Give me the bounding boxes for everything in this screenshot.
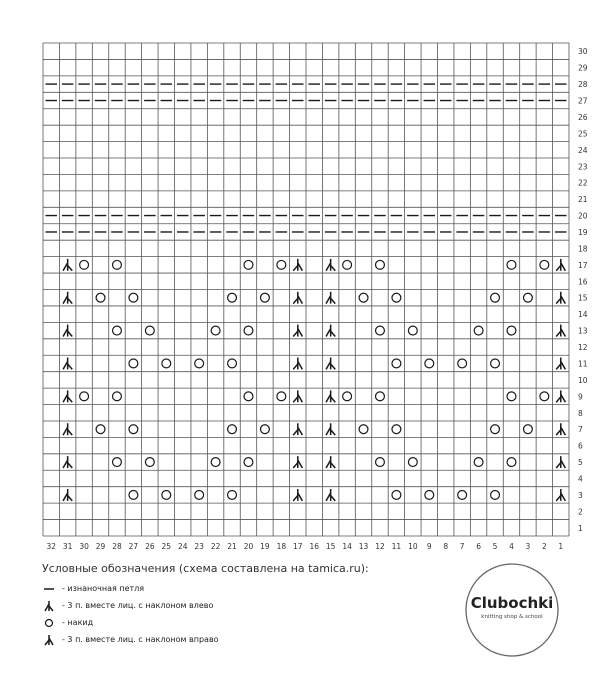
row-label: 3 xyxy=(578,490,583,500)
column-label: 11 xyxy=(391,542,402,551)
column-label: 7 xyxy=(459,542,465,551)
row-label: 20 xyxy=(578,211,588,221)
row-label: 15 xyxy=(578,293,588,303)
k3tog-left-symbol xyxy=(63,423,72,435)
yarn-over-symbol xyxy=(507,458,516,467)
row-label: 25 xyxy=(578,129,588,139)
yarn-over-symbol xyxy=(228,425,237,434)
k3tog-right-symbol xyxy=(293,390,302,402)
k3tog-left-symbol xyxy=(326,325,335,337)
yarn-over-symbol xyxy=(523,425,532,434)
k3tog-left-icon xyxy=(42,599,56,613)
legend-item-text: - изнаночная петля xyxy=(62,584,145,593)
yarn-over-symbol xyxy=(408,326,417,335)
yarn-over-symbol xyxy=(162,490,171,499)
k3tog-right-symbol xyxy=(293,456,302,468)
k3tog-left-symbol xyxy=(63,292,72,304)
legend-item-k3tog-right xyxy=(42,633,219,647)
row-label: 22 xyxy=(578,178,588,188)
k3tog-right-symbol xyxy=(556,292,565,304)
yarn-over-symbol xyxy=(425,359,434,368)
k3tog-left-symbol xyxy=(326,489,335,501)
column-label: 14 xyxy=(342,542,352,551)
column-label: 27 xyxy=(128,542,139,551)
legend-item-text: - накид xyxy=(62,618,94,627)
column-label: 12 xyxy=(375,542,385,551)
row-label: 13 xyxy=(578,326,588,336)
k3tog-right-symbol xyxy=(556,489,565,501)
yarn-over-symbol xyxy=(129,425,138,434)
k3tog-right-icon xyxy=(42,633,56,647)
column-label: 15 xyxy=(325,542,336,551)
row-label: 14 xyxy=(578,310,588,320)
yarn-over-symbol xyxy=(113,326,122,335)
yarn-over-symbol xyxy=(343,260,352,269)
yarn-over-symbol xyxy=(392,293,401,302)
k3tog-right-symbol xyxy=(556,325,565,337)
row-label: 29 xyxy=(578,63,588,73)
column-label: 29 xyxy=(95,542,106,551)
column-label: 18 xyxy=(276,542,287,551)
yarn-over-symbol xyxy=(523,293,532,302)
yarn-over-symbol xyxy=(162,359,171,368)
yarn-over-symbol xyxy=(507,260,516,269)
row-label: 2 xyxy=(578,507,583,517)
row-label: 30 xyxy=(578,47,588,57)
yarn-over-circle-icon xyxy=(42,616,56,630)
yarn-over-symbol xyxy=(244,458,253,467)
yarn-over-symbol xyxy=(145,326,154,335)
yarn-over-symbol xyxy=(195,359,204,368)
yarn-over-symbol xyxy=(228,490,237,499)
k3tog-right-symbol xyxy=(556,390,565,402)
row-label: 11 xyxy=(578,359,588,369)
k3tog-right-symbol xyxy=(293,358,302,370)
row-label: 28 xyxy=(578,80,588,90)
k3tog-right-symbol xyxy=(293,325,302,337)
column-label: 23 xyxy=(194,542,204,551)
yarn-over-symbol xyxy=(260,425,269,434)
k3tog-left-symbol xyxy=(326,259,335,271)
k3tog-right-symbol xyxy=(556,456,565,468)
legend-item-purl xyxy=(42,582,144,596)
k3tog-left-symbol xyxy=(63,325,72,337)
yarn-over-symbol xyxy=(228,293,237,302)
row-label: 6 xyxy=(578,441,583,451)
row-label: 18 xyxy=(578,244,588,254)
k3tog-left-symbol xyxy=(326,358,335,370)
yarn-over-symbol xyxy=(491,425,500,434)
row-label: 24 xyxy=(578,145,588,155)
row-label: 7 xyxy=(578,425,583,435)
yarn-over-symbol xyxy=(129,359,138,368)
row-label: 19 xyxy=(578,227,588,237)
k3tog-left-symbol xyxy=(63,390,72,402)
yarn-over-symbol xyxy=(359,293,368,302)
yarn-over-symbol xyxy=(376,260,385,269)
column-label: 6 xyxy=(476,542,481,551)
row-label: 12 xyxy=(578,343,588,353)
row-label: 16 xyxy=(578,277,588,287)
k3tog-left-symbol xyxy=(63,489,72,501)
column-label: 19 xyxy=(260,542,270,551)
yarn-over-symbol xyxy=(491,293,500,302)
yarn-over-symbol xyxy=(376,392,385,401)
yarn-over-symbol xyxy=(80,392,89,401)
column-label: 30 xyxy=(79,542,89,551)
k3tog-right-symbol xyxy=(293,489,302,501)
k3tog-right-symbol xyxy=(556,423,565,435)
yarn-over-symbol xyxy=(343,392,352,401)
row-label: 5 xyxy=(578,458,583,468)
legend-item-yo xyxy=(42,616,93,630)
yarn-over-symbol xyxy=(277,260,286,269)
yarn-over-symbol xyxy=(96,293,105,302)
yarn-over-symbol xyxy=(113,392,122,401)
yarn-over-symbol xyxy=(129,293,138,302)
column-label: 5 xyxy=(492,542,498,551)
yarn-over-symbol xyxy=(376,326,385,335)
purl-dash-icon xyxy=(42,582,56,596)
yarn-over-symbol xyxy=(540,260,549,269)
yarn-over-symbol xyxy=(392,359,401,368)
yarn-over-symbol xyxy=(392,490,401,499)
yarn-over-symbol xyxy=(408,458,417,467)
yarn-over-symbol xyxy=(260,293,269,302)
column-label: 32 xyxy=(46,542,56,551)
column-label: 26 xyxy=(145,542,155,551)
row-label: 10 xyxy=(578,375,588,385)
column-label: 9 xyxy=(426,542,432,551)
row-label: 27 xyxy=(578,96,588,106)
column-label: 24 xyxy=(177,542,188,551)
row-label: 23 xyxy=(578,162,588,172)
column-label: 25 xyxy=(161,542,172,551)
column-label: 10 xyxy=(408,542,418,551)
column-label: 17 xyxy=(293,542,303,551)
legend-title: Условные обозначения (схема составлена на tamica.ru): xyxy=(42,562,369,575)
column-label: 20 xyxy=(243,542,254,551)
yarn-over-symbol xyxy=(458,359,467,368)
k3tog-right-symbol xyxy=(556,358,565,370)
yarn-over-symbol xyxy=(96,425,105,434)
column-label: 16 xyxy=(309,542,319,551)
yarn-over-symbol xyxy=(392,425,401,434)
logo-brand: Clubochki xyxy=(470,594,554,612)
yarn-over-symbol xyxy=(195,490,204,499)
yarn-over-symbol xyxy=(491,359,500,368)
k3tog-right-symbol xyxy=(293,259,302,271)
yarn-over-symbol xyxy=(80,260,89,269)
k3tog-right-symbol xyxy=(293,292,302,304)
yarn-over-symbol xyxy=(359,425,368,434)
column-label: 22 xyxy=(210,542,221,551)
yarn-over-symbol xyxy=(129,490,138,499)
column-label: 3 xyxy=(525,542,531,551)
column-label: 28 xyxy=(112,542,122,551)
legend-item-text: - 3 п. вместе лиц. с наклоном вправо xyxy=(62,635,219,644)
column-label: 8 xyxy=(443,542,449,551)
k3tog-left-symbol xyxy=(63,259,72,271)
k3tog-left-symbol xyxy=(63,456,72,468)
yarn-over-symbol xyxy=(211,326,220,335)
k3tog-right-symbol xyxy=(293,423,302,435)
yarn-over-symbol xyxy=(474,326,483,335)
yarn-over-symbol xyxy=(244,326,253,335)
row-label: 26 xyxy=(578,112,588,122)
k3tog-left-symbol xyxy=(326,292,335,304)
yarn-over-symbol xyxy=(458,490,467,499)
yarn-over-symbol xyxy=(211,458,220,467)
legend-item-k3tog-left xyxy=(42,599,213,613)
yarn-over-symbol xyxy=(491,490,500,499)
column-label: 4 xyxy=(509,542,514,551)
column-label: 31 xyxy=(62,542,73,551)
row-label: 9 xyxy=(578,392,583,402)
legend-item-text: - 3 п. вместе лиц. с наклоном влево xyxy=(62,601,214,610)
column-label: 21 xyxy=(227,542,237,551)
yarn-over-symbol xyxy=(376,458,385,467)
yarn-over-symbol xyxy=(145,458,154,467)
column-label: 2 xyxy=(541,542,547,551)
yarn-over-symbol xyxy=(425,490,434,499)
k3tog-left-symbol xyxy=(326,423,335,435)
row-label: 8 xyxy=(578,408,583,418)
column-label: 1 xyxy=(558,542,564,551)
yarn-over-symbol xyxy=(507,326,516,335)
yarn-over-symbol xyxy=(474,458,483,467)
yarn-over-symbol xyxy=(277,392,286,401)
k3tog-left-symbol xyxy=(326,390,335,402)
column-label: 13 xyxy=(358,542,369,551)
yarn-over-symbol xyxy=(244,392,253,401)
yarn-over-symbol xyxy=(244,260,253,269)
k3tog-right-symbol xyxy=(556,259,565,271)
row-label: 21 xyxy=(578,195,588,205)
k3tog-left-symbol xyxy=(63,358,72,370)
yarn-over-symbol xyxy=(507,392,516,401)
yarn-over-symbol xyxy=(113,458,122,467)
k3tog-left-symbol xyxy=(326,456,335,468)
row-label: 17 xyxy=(578,260,588,270)
row-label: 4 xyxy=(578,474,583,484)
yarn-over-symbol xyxy=(540,392,549,401)
logo-tagline: knitting shop & school xyxy=(481,614,543,620)
clubochki-logo xyxy=(462,560,562,660)
row-label: 1 xyxy=(578,523,583,533)
yarn-over-symbol xyxy=(113,260,122,269)
yarn-over-symbol xyxy=(228,359,237,368)
